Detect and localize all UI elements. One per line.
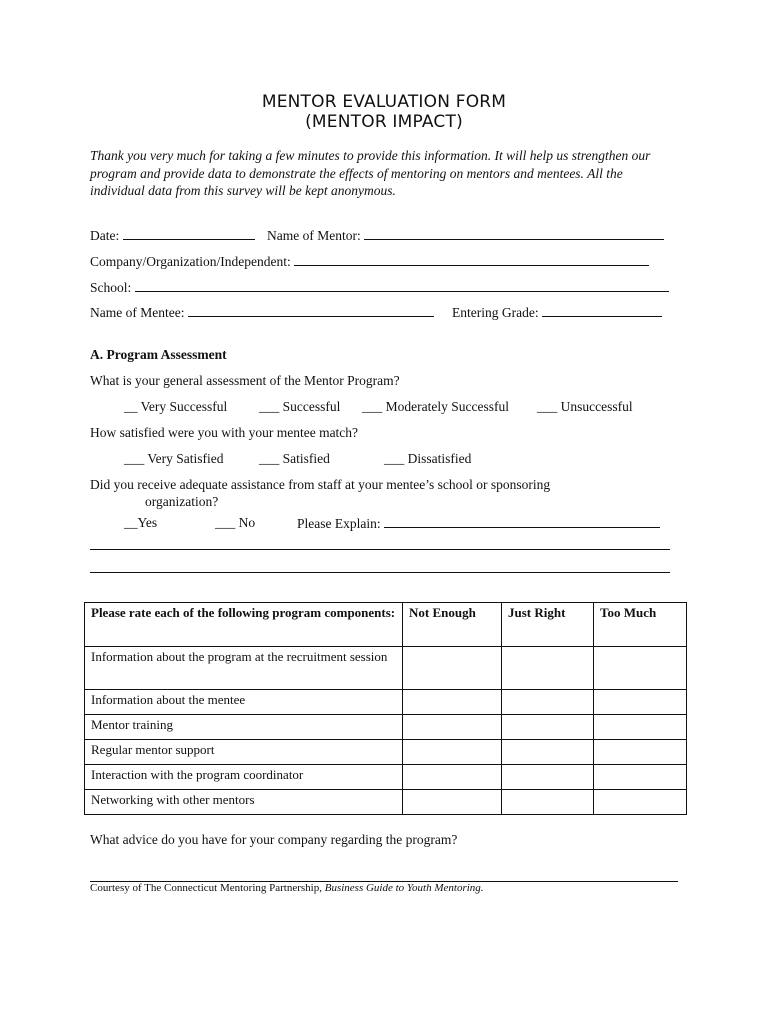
footer-credit: [90, 882, 484, 894]
grade-field[interactable]: [542, 304, 662, 317]
row-label: Networking with other mentors: [85, 790, 403, 815]
table-row: [85, 647, 687, 690]
mentee-name-row: [90, 304, 434, 321]
cell-just-right[interactable]: [502, 690, 594, 715]
question-general-assessment: What is your general assessment of the Mentor Program?: [90, 373, 400, 388]
table-row: [85, 790, 687, 815]
cell-not-enough[interactable]: [403, 740, 502, 765]
header-too-much: Too Much: [594, 603, 687, 647]
grade-label: Entering Grade:: [452, 305, 539, 320]
header-just-right: Just Right: [502, 603, 594, 647]
cell-just-right[interactable]: [502, 790, 594, 815]
row-label: Information about the mentee: [85, 690, 403, 715]
option-very-satisfied[interactable]: ___ Very Satisfied: [124, 451, 224, 466]
option-no[interactable]: ___ No: [215, 515, 256, 530]
option-unsuccessful[interactable]: ___ Unsuccessful: [537, 399, 633, 414]
company-label: Company/Organization/Independent:: [90, 254, 291, 269]
row-label: Mentor training: [85, 715, 403, 740]
question-staff-assistance: Did you receive adequate assistance from staff at your mentee’s school or sponsoring: [90, 477, 551, 492]
school-row: [90, 279, 669, 296]
row-label: Interaction with the program coordinator: [85, 765, 403, 790]
cell-not-enough[interactable]: [403, 790, 502, 815]
footer-prefix: Courtesy of The Connecticut Mentoring Partnership,: [90, 882, 325, 894]
advice-question: What advice do you have for your company regarding the program?: [90, 832, 458, 847]
cell-too-much[interactable]: [594, 765, 687, 790]
option-satisfied[interactable]: ___ Satisfied: [259, 451, 330, 466]
explain-line-1[interactable]: [90, 549, 670, 550]
school-label: School:: [90, 280, 132, 295]
company-row: [90, 253, 649, 270]
footer-book-title: Business Guide to Youth Mentoring.: [324, 882, 484, 894]
question-mentee-match: How satisfied were you with your mentee match?: [90, 425, 359, 440]
question-staff-assistance-cont: organization?: [145, 494, 219, 509]
cell-not-enough[interactable]: [403, 690, 502, 715]
cell-not-enough[interactable]: [403, 765, 502, 790]
row-label: Information about the program at the recruitment session: [85, 647, 403, 690]
explain-line-2[interactable]: [90, 572, 670, 573]
cell-too-much[interactable]: [594, 690, 687, 715]
mentor-name-row: [267, 227, 664, 244]
table-row: [85, 715, 687, 740]
explain-row: [297, 515, 660, 532]
intro-paragraph: Thank you very much for taking a few minutes to provide this information. It will help us strengthen our program and provide data to demonstrate the effects of mentoring on mentors and mentees. All the individual data from this survey will be kept anonymous.: [90, 148, 651, 198]
header-components: Please rate each of the following program components:: [85, 603, 403, 647]
form-subtitle: (MENTOR IMPACT): [305, 112, 463, 132]
school-field[interactable]: [135, 279, 669, 292]
grade-row: [452, 304, 662, 321]
row-label: Regular mentor support: [85, 740, 403, 765]
option-very-successful[interactable]: __ Very Successful: [124, 399, 228, 414]
cell-too-much[interactable]: [594, 790, 687, 815]
date-label: Date:: [90, 228, 120, 243]
cell-too-much[interactable]: [594, 715, 687, 740]
mentee-name-field[interactable]: [188, 304, 434, 317]
table-row: [85, 690, 687, 715]
table-row: [85, 765, 687, 790]
mentee-name-label: Name of Mentee:: [90, 305, 185, 320]
header-not-enough: Not Enough: [403, 603, 502, 647]
date-row: [90, 227, 255, 244]
option-successful[interactable]: ___ Successful: [259, 399, 341, 414]
cell-not-enough[interactable]: [403, 647, 502, 690]
mentor-name-field[interactable]: [364, 227, 664, 240]
cell-too-much[interactable]: [594, 740, 687, 765]
option-yes[interactable]: __Yes: [124, 515, 158, 530]
cell-just-right[interactable]: [502, 715, 594, 740]
company-field[interactable]: [294, 253, 649, 266]
mentor-name-label: Name of Mentor:: [267, 228, 361, 243]
cell-just-right[interactable]: [502, 740, 594, 765]
table-header-row: [85, 603, 687, 647]
form-title: MENTOR EVALUATION FORM: [261, 92, 507, 112]
explain-label: Please Explain:: [297, 516, 381, 531]
rating-table: [84, 602, 687, 815]
option-moderately-successful[interactable]: ___ Moderately Successful: [362, 399, 509, 414]
explain-field[interactable]: [384, 515, 660, 528]
cell-just-right[interactable]: [502, 647, 594, 690]
table-row: [85, 740, 687, 765]
cell-too-much[interactable]: [594, 647, 687, 690]
section-heading: A. Program Assessment: [90, 347, 227, 362]
option-dissatisfied[interactable]: ___ Dissatisfied: [384, 451, 472, 466]
cell-not-enough[interactable]: [403, 715, 502, 740]
cell-just-right[interactable]: [502, 765, 594, 790]
date-field[interactable]: [123, 227, 255, 240]
